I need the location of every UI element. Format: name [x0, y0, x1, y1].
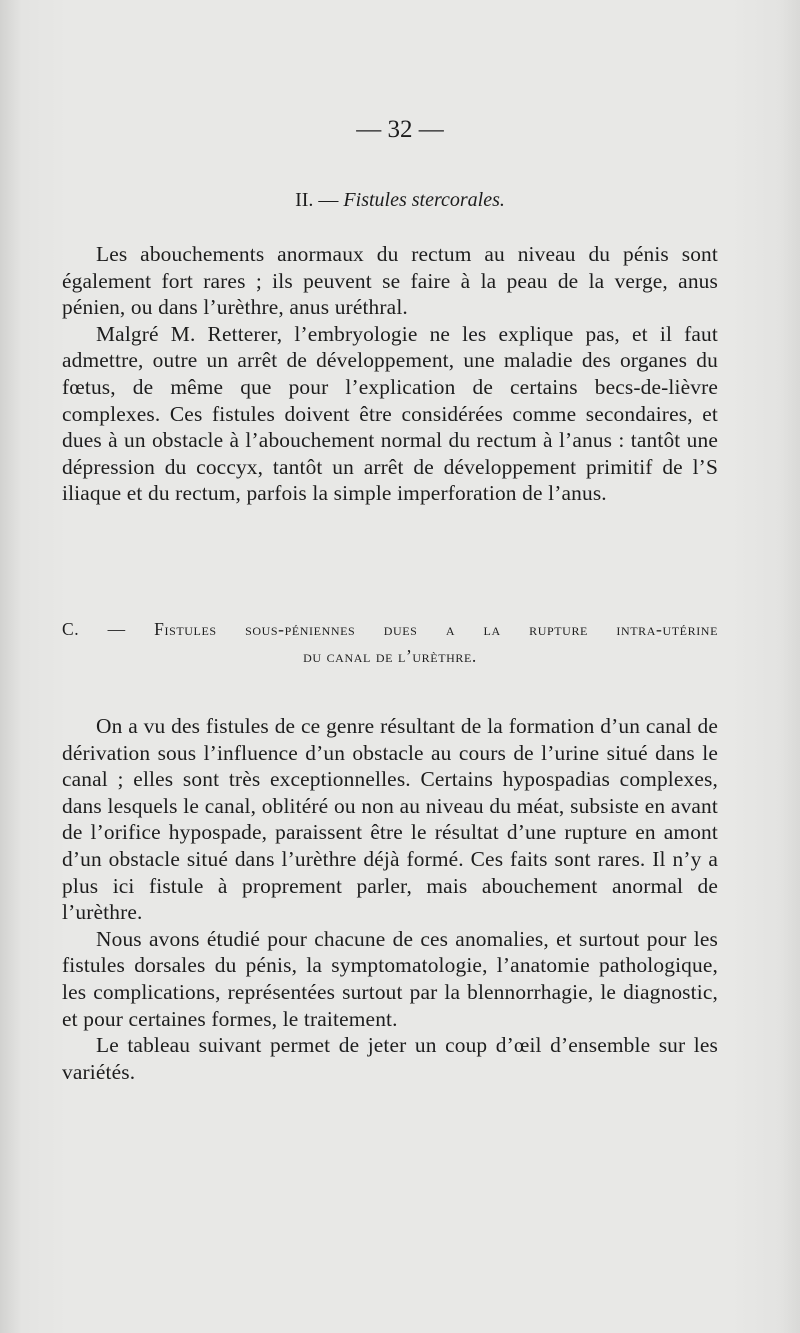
- paragraph: Malgré M. Retterer, l’embryologie ne les explique pas, et il faut admettre, outre un arrêt de développement, une maladie des organes du fœtus, de même que pour l’explication de certains becs-de-lièvre complexes. Ces fistules doivent être considérées comme secondaires, et dues à un obstacle à l’abouchement normal du rectum à l’anus : tantôt une dépression du coccyx, tantôt un arrêt de développement primitif de l’S iliaque et du rectum, parfois la simple imperforation de l’anus.: [62, 321, 718, 506]
- section-number: II. —: [295, 189, 339, 211]
- section-heading: [0, 189, 800, 212]
- paragraph: Nous avons étudié pour chacune de ces anomalies, et surtout pour les fistules dorsales du pénis, la symptomatologie, l’anatomie pathologique, les complications, représentées surtout par la blennorrhagie, le diagnostic, et pour certaines formes, le traitement.: [62, 926, 718, 1031]
- paragraph: Le tableau suivant permet de jeter un coup d’œil d’ensemble sur les variétés.: [62, 1033, 718, 1084]
- subsection-heading: [62, 619, 718, 667]
- page-number: — 32 —: [356, 116, 444, 143]
- subsection-heading-line1: C. — Fistules sous-péniennes dues a la rupture intra-utérine: [62, 619, 718, 639]
- paragraph: On a vu des fistules de ce genre résultant de la formation d’un canal de dérivation sous l’influence d’un obstacle au cours de l’urine situé dans le canal ; elles sont très exceptionnelles. Certains hypospadias complexes, dans lesquels le canal, oblitéré ou non au niveau du méat, subsiste en avant de l’orifice hypospade, paraissent être le résultat d’une rupture en amont d’un obstacle situé dans l’urèthre déjà formé. Ces faits sont rares. Il n’y a plus ici fistule à proprement parler, mais abouchement anormal de l’urèthre.: [62, 714, 718, 925]
- subsection-body: [62, 713, 718, 1085]
- paragraph: Les abouchements anormaux du rectum au niveau du pénis sont également fort rares ; ils peuvent se faire à la peau de la verge, anus pénien, ou dans l’urèthre, anus uréthral.: [62, 242, 718, 320]
- section-title: Fistules stercorales.: [343, 189, 505, 211]
- section-body: [62, 241, 718, 507]
- subsection-heading-line2: du canal de l’urèthre.: [303, 646, 477, 666]
